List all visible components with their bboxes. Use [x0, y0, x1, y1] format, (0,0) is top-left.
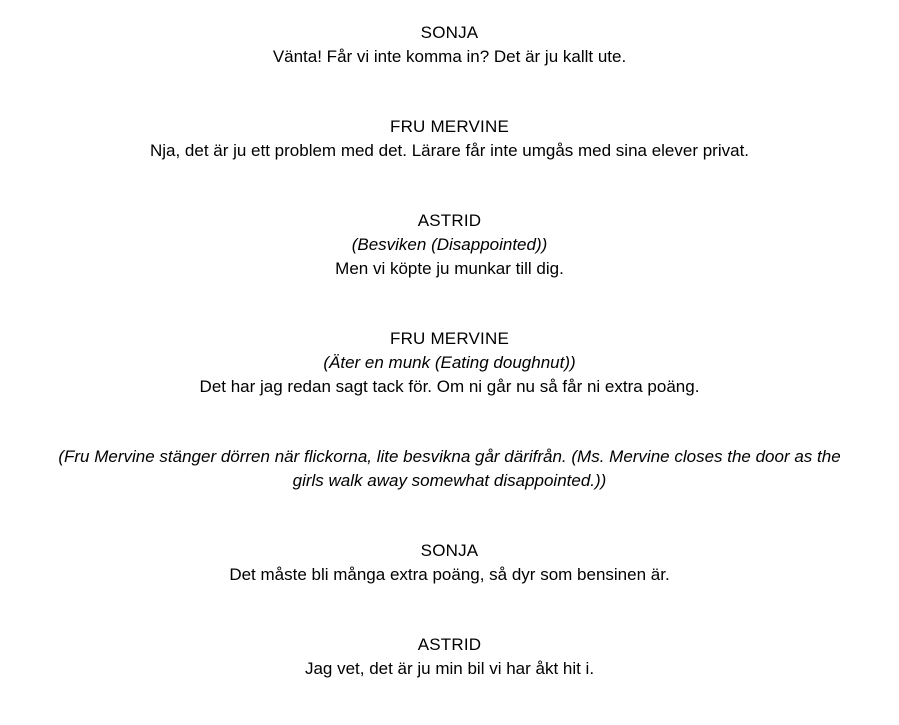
- dialogue-block: [0, 115, 899, 163]
- dialogue-line: Vänta! Får vi inte komma in? Det är ju kallt ute.: [272, 47, 627, 66]
- character-name: SONJA: [420, 23, 479, 42]
- dialogue-line: Det har jag redan sagt tack för. Om ni går nu så får ni extra poäng.: [199, 377, 700, 396]
- dialogue-block: [0, 209, 899, 281]
- dialogue-line: Men vi köpte ju munkar till dig.: [335, 259, 564, 278]
- dialogue-line: Jag vet, det är ju min bil vi har åkt hit i.: [304, 659, 595, 678]
- character-name: ASTRID: [417, 211, 482, 230]
- dialogue-block: [0, 327, 899, 399]
- parenthetical: (Besviken (Disappointed)): [351, 235, 548, 254]
- character-name: FRU MERVINE: [389, 117, 509, 136]
- dialogue-block: [0, 539, 899, 587]
- dialogue-line: Nja, det är ju ett problem med det. Lärare får inte umgås med sina elever privat.: [149, 141, 750, 160]
- action-line: girls walk away somewhat disappointed.)): [292, 471, 607, 490]
- dialogue-block: [0, 21, 899, 69]
- action-line: (Fru Mervine stänger dörren när flickorna, lite besvikna går därifrån. (Ms. Mervine closes the door as the: [58, 447, 841, 466]
- character-name: SONJA: [420, 541, 479, 560]
- dialogue-line: Det måste bli många extra poäng, så dyr som bensinen är.: [229, 565, 670, 584]
- character-name: FRU MERVINE: [389, 329, 509, 348]
- parenthetical: (Äter en munk (Eating doughnut)): [323, 353, 576, 372]
- dialogue-block: [0, 633, 899, 681]
- action-block: [0, 445, 899, 493]
- character-name: ASTRID: [417, 635, 482, 654]
